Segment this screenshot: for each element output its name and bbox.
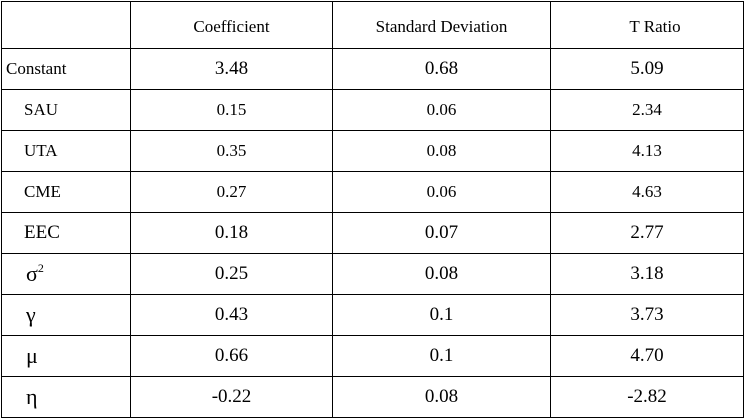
header-coefficient: Coefficient [131,2,333,49]
t-ratio-cell: 3.18 [551,254,744,295]
header-t-ratio [551,2,744,49]
coefficient-cell: 0.27 [131,172,333,213]
std-dev-cell: 0.08 [333,131,551,172]
std-dev-cell: 0.1 [333,295,551,336]
row-label: SAU [2,90,131,131]
table-row [2,336,744,377]
coefficient-cell: 0.15 [131,90,333,131]
superscript-two: 2 [37,261,44,275]
std-dev-cell: 0.1 [333,336,551,377]
t-ratio-cell: 4.70 [551,336,744,377]
table-row [2,295,744,336]
row-label: EEC [2,213,131,254]
std-dev-cell: 0.07 [333,213,551,254]
std-dev-cell: 0.06 [333,172,551,213]
row-label: UTA [2,131,131,172]
row-label: μ [2,336,131,377]
table-row [2,213,744,254]
t-ratio-cell: 5.09 [551,49,744,90]
sigma-symbol: σ [26,261,38,286]
coefficient-cell: -0.22 [131,377,333,418]
t-ratio-cell: 3.73 [551,295,744,336]
table-row [2,254,744,295]
t-ratio-cell: -2.82 [551,377,744,418]
t-ratio-cell: 4.13 [551,131,744,172]
header-t-ratio-label: T Ratio [629,17,681,36]
std-dev-cell: 0.06 [333,90,551,131]
coefficient-cell: 0.25 [131,254,333,295]
t-ratio-cell: 2.77 [551,213,744,254]
coefficient-cell: 3.48 [131,49,333,90]
coefficient-cell: 0.18 [131,213,333,254]
header-empty-cell [2,2,131,49]
std-dev-cell: 0.68 [333,49,551,90]
row-label: CME [2,172,131,213]
coefficient-cell: 0.35 [131,131,333,172]
coefficient-cell: 0.66 [131,336,333,377]
row-label: γ [2,295,131,336]
t-ratio-cell: 4.63 [551,172,744,213]
table-row [2,90,744,131]
coefficient-cell: 0.43 [131,295,333,336]
table-row [2,49,744,90]
table-row [2,131,744,172]
table-row [2,377,744,418]
std-dev-cell: 0.08 [333,254,551,295]
t-ratio-cell: 2.34 [551,90,744,131]
regression-results-table [1,1,744,418]
header-standard-deviation: Standard Deviation [333,2,551,49]
table-row [2,172,744,213]
std-dev-cell: 0.08 [333,377,551,418]
row-label: η [2,377,131,418]
row-label: Constant [2,49,131,90]
row-label-sigma-squared [2,254,131,295]
table-header-row [2,2,744,49]
